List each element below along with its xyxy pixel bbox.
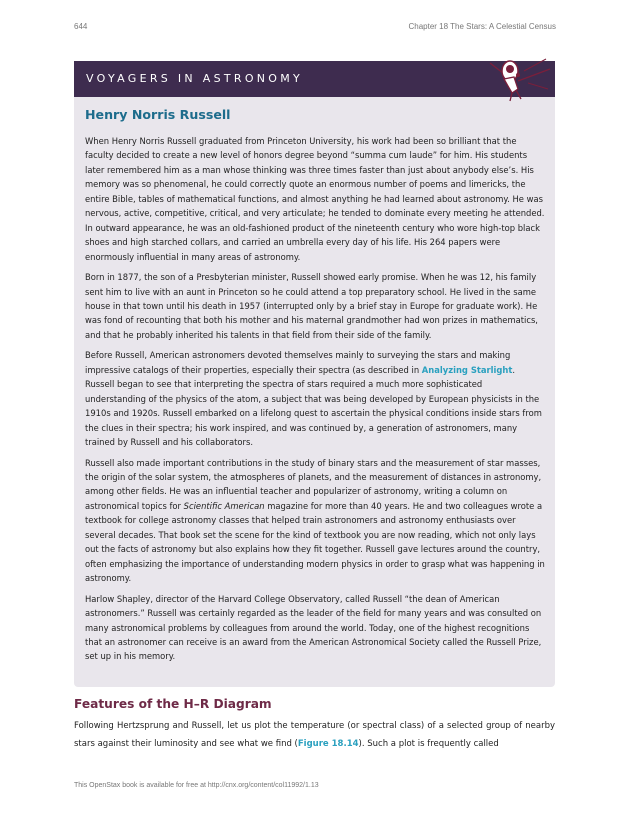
magazine-title: Scientific American xyxy=(183,500,265,511)
paragraph-text: . Russell began to see that interpreting the spectra of stars required a much more sophisticated understanding of the physics of the atom, a subject that was being developed by European physicists in the 1910s and 1920s. Russell embarked on a lifelong quest to ascertain the physical conditions inside stars from the clues in their spectra; his work inspired, and was continued by, a generation of astronomers, many trained by Russell and his collaborators. xyxy=(85,364,542,448)
running-header xyxy=(74,22,556,34)
paragraph-text: Before Russell, American astronomers devoted themselves mainly to surveying the stars and making impressive catalogs of their properties, especially their spectra (as described in xyxy=(85,350,511,375)
feature-body xyxy=(85,134,545,670)
paragraph xyxy=(85,456,545,586)
paragraph: Harlow Shapley, director of the Harvard College Observatory, called Russell “the dean of American astronomers.” Russell was certainly regarded as the leader of the field for many years and was consulted on many astronomical problems by colleagues from around the world. Today, one of the highest recognitions that an astronomer can receive is an award from the American Astronomical Society called the Russell Prize, set up in his memory. xyxy=(85,593,542,662)
paragraph xyxy=(85,348,545,449)
section-paragraph xyxy=(74,718,555,753)
voyagers-feature-box xyxy=(74,61,555,687)
figure-link[interactable]: Figure 18.14 xyxy=(297,738,359,749)
chapter-title: Chapter 18 The Stars: A Celestial Census xyxy=(408,22,556,31)
paragraph-text: Following Hertzsprung and Russell, let us plot the temperature (or spectral class) of a selected group of nearby stars against their luminosity and see what we find ( xyxy=(74,721,555,749)
paragraph-text: Russell also made important contributions in the study of binary stars and the measurement of star masses, the origin of the solar system, the atmospheres of planets, and the measurement of distances in astronomy, among other fields. He was an influential teacher and popularizer of astronomy, writing a column on astronomical topics for xyxy=(85,457,542,511)
astronaut-icon xyxy=(488,49,552,103)
section-heading: Features of the H–R Diagram xyxy=(74,697,272,711)
feature-title: Henry Norris Russell xyxy=(85,107,231,122)
paragraph: When Henry Norris Russell graduated from Princeton University, his work had been so brilliant that the faculty decided to create a new level of honors degree beyond “summa cum laude” for him. His students later remembered him as a man whose thinking was three times faster than just about anybody else’s. His memory was so phenomenal, he could correctly quote an enormous number of poems and limericks, the entire Bible, tables of mathematical functions, and almost anything he had learned about astronomy. He was nervous, active, competitive, critical, and very articulate; he tended to dominate every meeting he attended. In outward appearance, he was an old-fashioned product of the nineteenth century who wore high-top black shoes and high starched collars, and carried an umbrella every day of his life. His 264 papers were enormously influential in many areas of astronomy. xyxy=(85,136,545,262)
feature-banner xyxy=(74,61,555,97)
feature-banner-label: VOYAGERS IN ASTRONOMY xyxy=(86,72,304,85)
analyzing-starlight-link[interactable]: Analyzing Starlight xyxy=(421,364,513,375)
paragraph xyxy=(85,270,545,342)
page-number: 644 xyxy=(74,22,88,31)
page-footer: This OpenStax book is available for free at http://cnx.org/content/col11992/1.13 xyxy=(74,782,319,789)
paragraph-text: ). Such a plot is frequently called xyxy=(358,738,499,749)
paragraph-text: magazine for more than 40 years. He and two colleagues wrote a textbook for college astronomy classes that helped train astronomers and astronomy enthusiasts over several decades. That book set the scene for the kind of textbook you are now reading, which not only lays out the facts of astronomy but also explains how they fit together. Russell gave lectures around the country, often emphasizing the importance of understanding modern physics in order to grasp what was happening in astronomy. xyxy=(85,500,545,584)
paragraph-text: Born in 1877, the son of a Presbyterian minister, Russell showed early promise. When he was 12, his family sent him to live with an aunt in Princeton so he could attend a top preparatory school. He lived in the same house in that town until his death in 1957 (interrupted only by a brief stay in Europe for graduate work). He was fond of recounting that both his mother and his maternal grandmother had won prizes in mathematics, and that he probably inherited his talents in that field from their side of the family. xyxy=(85,272,538,340)
